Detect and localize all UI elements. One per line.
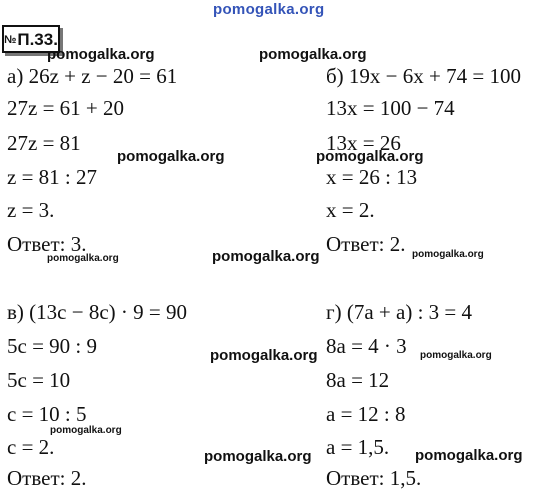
watermark: pomogalka.org <box>204 448 312 465</box>
part-a-line-2: 27z = 61 + 20 <box>7 96 125 120</box>
site-watermark: pomogalka.org <box>213 1 325 18</box>
problem-number: П.33. <box>17 30 58 49</box>
watermark: pomogalka.org <box>259 46 367 63</box>
watermark: pomogalka.org <box>420 350 492 361</box>
part-v-line-3: 5c = 10 <box>7 368 71 392</box>
part-a-answer: Ответ: 3. <box>7 232 87 256</box>
part-b-line-4: x = 26 : 13 <box>326 165 418 189</box>
part-v-line-4: c = 10 : 5 <box>7 402 87 426</box>
part-v-line-5: c = 2. <box>7 435 55 459</box>
part-v-answer: Ответ: 2. <box>7 466 87 490</box>
part-a-line-5: z = 3. <box>7 198 55 222</box>
part-g-line-4: a = 12 : 8 <box>326 402 406 426</box>
watermark: pomogalka.org <box>47 46 155 63</box>
part-b-line-2: 13x = 100 − 74 <box>326 96 455 120</box>
part-g-answer: Ответ: 1,5. <box>326 466 422 490</box>
part-g-line-1: г) (7a + a) : 3 = 4 <box>326 300 473 324</box>
watermark: pomogalka.org <box>47 253 119 264</box>
watermark: pomogalka.org <box>412 249 484 260</box>
watermark: pomogalka.org <box>117 148 225 165</box>
part-b-line-5: x = 2. <box>326 198 375 222</box>
part-a-line-4: z = 81 : 27 <box>7 165 97 189</box>
part-a-line-1: а) 26z + z − 20 = 61 <box>7 64 178 88</box>
part-v-line-2: 5c = 90 : 9 <box>7 334 97 358</box>
part-g-line-5: a = 1,5. <box>326 435 390 459</box>
part-b-answer: Ответ: 2. <box>326 232 406 256</box>
part-v-line-1: в) (13c − 8c) · 9 = 90 <box>7 300 187 324</box>
watermark: pomogalka.org <box>316 148 424 165</box>
part-g-line-2: 8a = 4 · 3 <box>326 334 407 358</box>
watermark: pomogalka.org <box>50 425 122 436</box>
part-g-line-3: 8a = 12 <box>326 368 390 392</box>
watermark: pomogalka.org <box>212 248 320 265</box>
number-sign: № <box>4 34 17 46</box>
part-a-line-3: 27z = 81 <box>7 131 81 155</box>
part-b-line-1: б) 19x − 6x + 74 = 100 <box>326 64 521 88</box>
watermark: pomogalka.org <box>415 447 523 464</box>
watermark: pomogalka.org <box>210 347 318 364</box>
part-b-line-3: 13x = 26 <box>326 131 401 155</box>
